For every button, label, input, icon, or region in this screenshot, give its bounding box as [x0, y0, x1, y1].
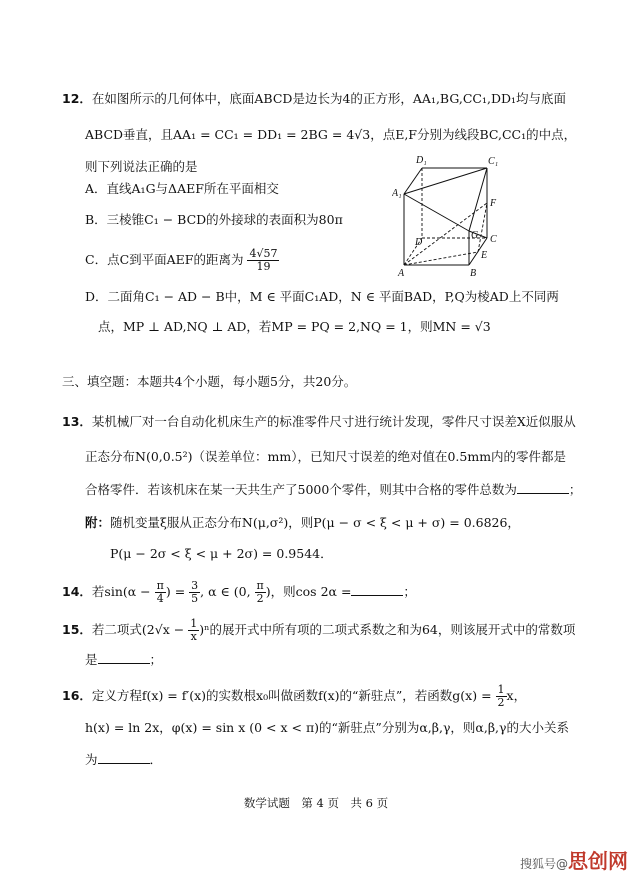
geometry-figure [392, 152, 510, 280]
q13-line2: 正态分布N(0,0.5²)（误差单位：mm），已知尺寸误差的绝对值在0.5mm内的零件都是 [85, 449, 567, 464]
fraction-numerator: π [256, 579, 264, 592]
q12-option-d-line1: D．二面角C₁ − AD − B中，M ∈ 平面C₁AD，N ∈ 平面BAD，P,Q为棱AD上不同两 [85, 289, 559, 304]
q12-text-1: 在如图所示的几何体中，底面ABCD是边长为4的正方形，AA₁,BG,CC₁,DD₁均与底面 [91, 91, 567, 106]
q12-line2: ABCD垂直，且AA₁ = CC₁ = DD₁ = 2BG = 4√3，点E,F分别为线段BC,CC₁的中点， [85, 127, 577, 142]
q12-option-c-fraction [247, 248, 279, 273]
q15-line2 [85, 651, 162, 669]
q13-line3-end: ； [568, 482, 582, 497]
q13-note-text-1: 随机变量ξ服从正态分布N(μ,σ²)，则P(μ − σ < ξ < μ + σ) = 0.6826， [110, 515, 520, 530]
label-d: D [415, 237, 423, 248]
fraction-numerator: 4√57 [249, 247, 278, 260]
label-b: B [470, 268, 477, 279]
fraction-numerator: 1 [190, 617, 198, 630]
q16-fraction [496, 684, 507, 709]
q14-text-pre: 若sin(α − [91, 584, 151, 599]
q12-line1 [62, 90, 566, 108]
fraction-denominator: 5 [191, 592, 199, 605]
q16-answer-blank[interactable] [98, 751, 150, 764]
q14-number: 14． [62, 584, 92, 599]
edge-gc1 [469, 168, 487, 231]
edge-a1c1 [404, 168, 487, 194]
fraction-denominator: 2 [497, 696, 505, 709]
label-c: C [490, 234, 497, 245]
q14-line [62, 580, 416, 605]
q13-answer-blank[interactable] [517, 481, 569, 494]
q14-fraction-3 [255, 580, 266, 605]
label-e: E [481, 250, 488, 261]
q15-text-pre: 若二项式(2√x − [91, 622, 185, 637]
fraction-denominator: x [190, 630, 197, 643]
q16-text-3: 为 [85, 752, 98, 767]
label-a: A [398, 268, 405, 279]
q15-text-2: 是 [85, 652, 98, 667]
q16-line3-end: ． [149, 752, 163, 767]
edge-a1g [404, 194, 469, 231]
q13-line1 [62, 413, 576, 431]
q16-line2: h(x) = ln 2x，φ(x) = sin x (0 < x < π)的“新驻点”分别为α,β,γ，则α,β,γ的大小关系 [85, 720, 569, 735]
fraction-denominator: 4 [156, 592, 164, 605]
q14-text-mid1: ) = [165, 584, 186, 599]
fraction-numerator: π [156, 579, 164, 592]
q16-line3 [85, 751, 162, 769]
q14-text-post: )，则cos 2α = [265, 584, 352, 599]
q15-line1 [62, 618, 575, 643]
page-footer: 数学试题 第 4 页 共 6 页 [243, 796, 389, 810]
q12-option-c-text: C．点C到平面AEF的距离为 [85, 252, 244, 267]
label-f: F [490, 198, 497, 209]
q13-note-label: 附： [85, 515, 111, 530]
fraction-numerator: 3 [191, 579, 199, 592]
q12-option-b: B．三棱锥C₁ − BCD的外接球的表面积为80π [85, 212, 343, 227]
q13-number: 13． [62, 414, 92, 429]
watermark-logo [520, 845, 628, 874]
q15-answer-blank[interactable] [98, 651, 150, 664]
q12-option-a: A．直线A₁G与ΔAEF所在平面相交 [85, 181, 279, 196]
q15-line2-end: ； [149, 652, 163, 667]
q12-number: 12． [62, 91, 92, 106]
q14-text-mid2: , α ∈ (0, [200, 584, 251, 599]
q15-number: 15． [62, 622, 92, 637]
q12-option-d-line2: 点，MP ⊥ AD,NQ ⊥ AD，若MP = PQ = 2,NQ = 1，则MN = √3 [98, 319, 491, 334]
fraction-denominator: 19 [256, 260, 271, 273]
q13-text-3: 合格零件．若该机床在某一天共生产了5000个零件，则其中合格的零件总数为 [85, 482, 517, 497]
fraction-denominator: 2 [256, 592, 264, 605]
label-d1: D₁ [416, 155, 427, 166]
q16-text-pre: 定义方程f(x) = f′(x)的实数根x₀叫做函数f(x)的“新驻点”，若函数g(x) = [91, 688, 492, 703]
label-g: G [471, 230, 479, 241]
fraction-numerator: 1 [497, 683, 505, 696]
q12-line3: 则下列说法正确的是 [85, 159, 198, 174]
q15-fraction [188, 618, 199, 643]
q16-line1 [62, 684, 526, 709]
q16-text-post: x， [506, 688, 527, 703]
q14-fraction-1 [155, 580, 166, 605]
watermark-brand-text: 思创网 [568, 849, 628, 873]
watermark-small-text: 搜狐号@ [519, 857, 568, 871]
q15-text-post: )ⁿ的展开式中所有项的二项式系数之和为64，则该展开式中的常数项 [199, 622, 576, 637]
edge-ae-hidden [404, 252, 478, 265]
q16-number: 16． [62, 688, 92, 703]
q13-text-1: 某机械厂对一台自动化机床生产的标准零件尺寸进行统计发现，零件尺寸误差X近似服从 [91, 414, 576, 429]
q14-fraction-2 [189, 580, 200, 605]
label-a1: A₁ [392, 188, 402, 199]
q13-note-line2: P(μ − 2σ < ξ < μ + 2σ) = 0.9544． [110, 546, 333, 561]
q13-line3 [85, 481, 581, 499]
q13-note-line1 [85, 514, 520, 532]
edge-a1d1 [404, 168, 422, 194]
q14-answer-blank[interactable] [351, 583, 403, 596]
section-fill-in-heading: 三、填空题：本题共4个小题，每小题5分，共20分。 [62, 374, 357, 389]
label-c1: C₁ [488, 156, 499, 167]
q12-option-c [85, 248, 279, 273]
q14-text-end: ； [403, 584, 416, 599]
